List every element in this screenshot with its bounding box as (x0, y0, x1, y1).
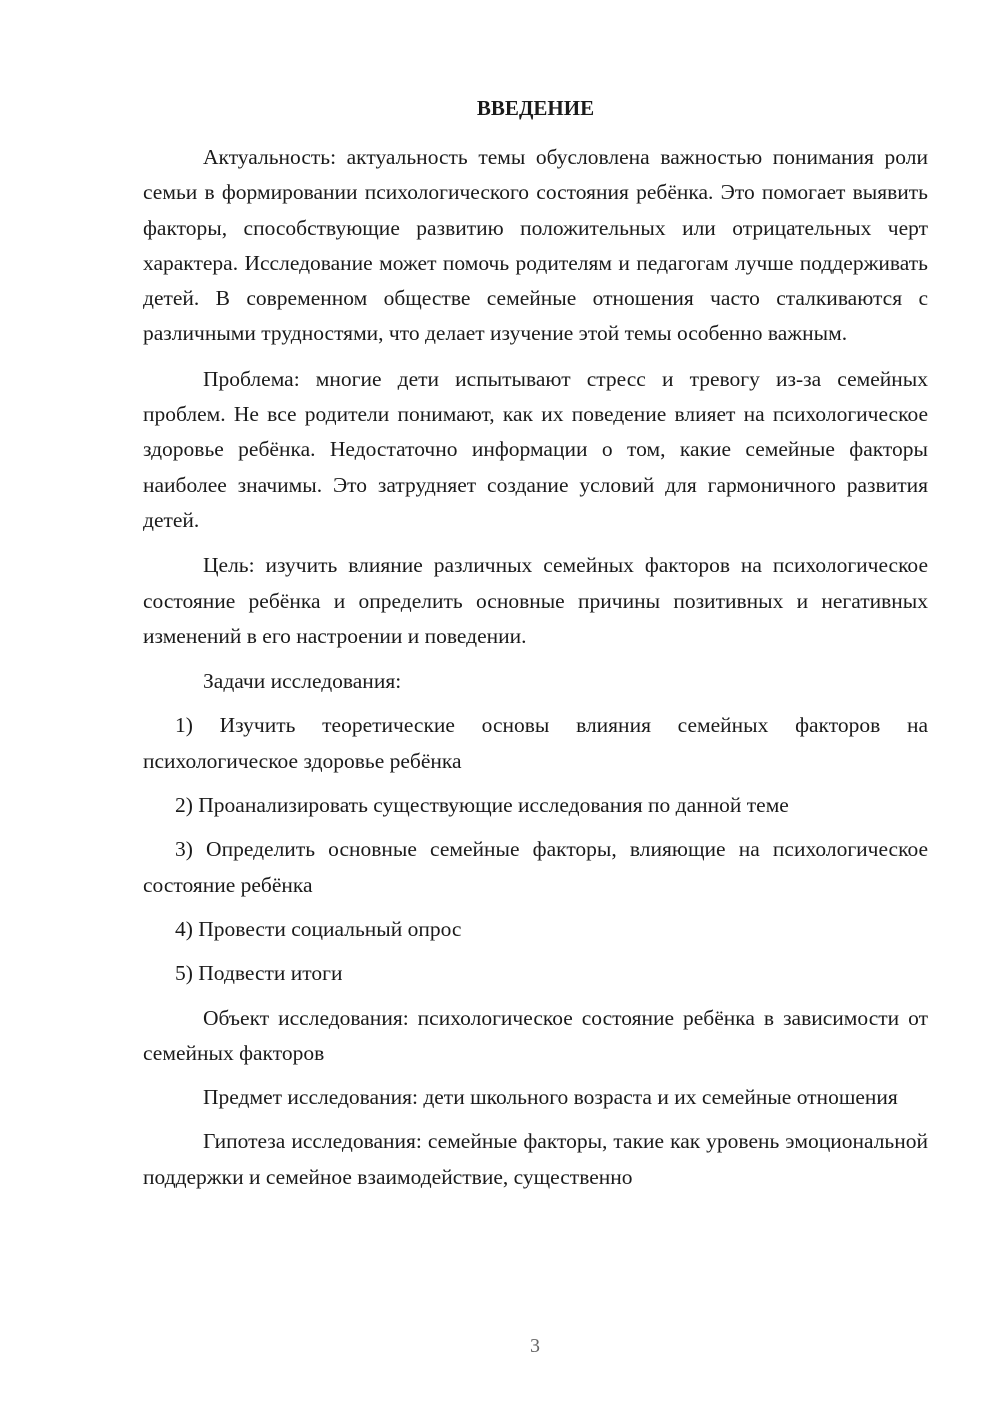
task-item-4: 4) Провести социальный опрос (175, 916, 462, 941)
hypothesis-paragraph: Гипотеза исследования: семейные факторы, такие как уровень эмоциональной поддержки и семейное взаимодействие, существенно (143, 1129, 928, 1189)
task-item-1: 1) Изучить теоретические основы влияния семейных факторов на психологическое здоровье ребёнка (143, 713, 928, 773)
section-heading: ВВЕДЕНИЕ (476, 96, 595, 120)
subject-paragraph: Предмет исследования: дети школьного возраста и их семейные отношения (203, 1085, 898, 1110)
task-item-3: 3) Определить основные семейные факторы, влияющие на психологическое состояние ребёнка (143, 837, 928, 897)
goal-paragraph: Цель: изучить влияние различных семейных факторов на психологическое состояние ребёнка и определить основные причины позитивных и негативных изменений в его настроении и поведении. (143, 553, 928, 648)
object-paragraph: Объект исследования: психологическое состояние ребёнка в зависимости от семейных факторов (143, 1005, 928, 1065)
page-content (143, 92, 928, 1195)
task-item-2: 2) Проанализировать существующие исследования по данной теме (175, 793, 789, 818)
problem-paragraph: Проблема: многие дети испытывают стресс и тревогу из-за семейных проблем. Не все родители понимают, как их поведение влияет на психологическое здоровье ребёнка. Недостаточно информации о том, какие семейные факторы наиболее значимы. Это затрудняет создание условий для гармоничного развития детей. (143, 366, 928, 532)
relevance-paragraph: Актуальность: актуальность темы обусловлена важностью понимания роли семьи в формировании психологического состояния ребёнка. Это помогает выявить факторы, способствующие развитию положительных или отрицательных черт характера. Исследование может помочь родителям и педагогам лучше поддерживать детей. В современном обществе семейные отношения часто сталкиваются с различными трудностями, что делает изучение этой темы особенно важным. (143, 145, 928, 346)
task-item-5: 5) Подвести итоги (175, 961, 343, 986)
tasks-title: Задачи исследования: (203, 669, 402, 694)
page-number: 3 (530, 1335, 540, 1357)
